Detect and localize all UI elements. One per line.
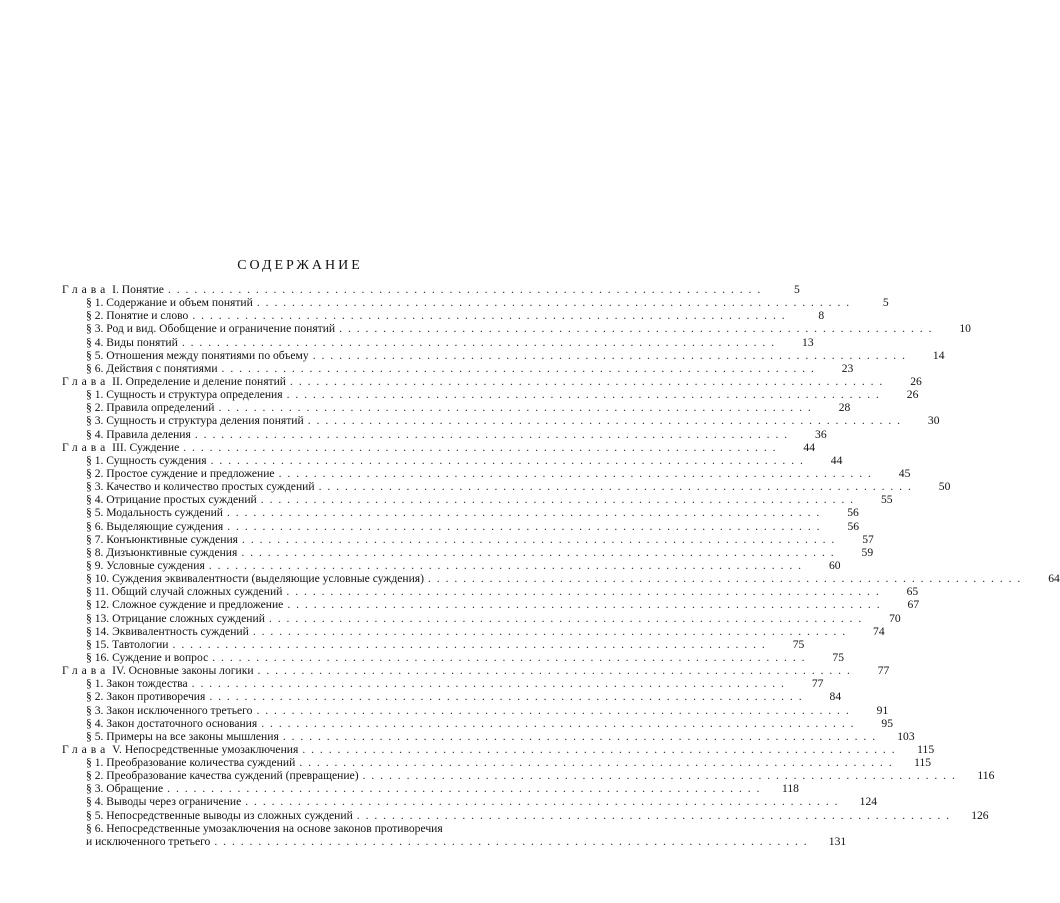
toc-section-row — [62, 782, 799, 796]
page-number: 75 — [832, 650, 845, 664]
page-number: 26 — [906, 388, 919, 402]
toc-section-row — [62, 716, 894, 730]
section-label: § 3. Род и вид. Обобщение и ограничение понятий — [86, 322, 336, 336]
toc-section-row — [62, 348, 945, 362]
leader-dots — [269, 612, 863, 625]
leader-dots — [219, 401, 813, 414]
leader-dots — [242, 533, 836, 546]
section-label: § 6. Выделяющие суждения — [86, 519, 224, 533]
leader-dots — [209, 559, 803, 572]
page-number: 23 — [841, 361, 854, 375]
page-number: 44 — [830, 453, 843, 467]
leader-dots — [168, 283, 762, 296]
chapter-title: II. Определение и деление понятий — [112, 374, 287, 388]
toc-section-row — [62, 677, 824, 691]
page-number: 84 — [829, 690, 842, 704]
page-number: 5 — [793, 283, 800, 296]
page-number: 77 — [877, 664, 890, 678]
toc-section-row-line1: § 6. Непосредственные умозаключения на основе законов противоречия — [86, 821, 443, 835]
toc-section-row — [62, 453, 843, 467]
leader-dots — [256, 704, 850, 717]
page-number: 50 — [938, 480, 951, 494]
section-label: § 5. Модальность суждений — [86, 506, 223, 520]
leader-dots — [257, 296, 851, 309]
page-number: 14 — [932, 348, 945, 362]
section-label: § 2. Правила определений — [86, 401, 215, 415]
leader-dots — [319, 480, 913, 493]
leader-dots — [290, 375, 884, 388]
toc-section-row — [62, 650, 845, 664]
leader-dots — [167, 782, 761, 795]
leader-dots — [261, 493, 855, 506]
toc-section-row — [62, 611, 901, 625]
leader-dots — [286, 585, 880, 598]
page-number: 131 — [828, 834, 847, 848]
toc-chapter-row — [62, 283, 800, 296]
toc-section-row — [62, 690, 842, 704]
toc-section-row — [62, 572, 1060, 586]
section-label: § 4. Выводы через ограничение — [86, 795, 242, 809]
toc-section-row — [62, 506, 859, 520]
section-label: § 8. Дизъюнктивные суждения — [86, 545, 238, 559]
page-number: 56 — [847, 506, 859, 520]
page-number: 115 — [914, 756, 932, 770]
leader-dots — [261, 717, 855, 730]
page-number: 28 — [838, 401, 851, 415]
toc-section-row — [62, 532, 874, 546]
toc-section-row — [62, 335, 814, 349]
toc-section-row — [62, 545, 874, 559]
toc-section-row — [62, 388, 919, 402]
leader-dots — [339, 322, 933, 335]
toc-section-row — [62, 756, 932, 770]
section-label: § 4. Виды понятий — [86, 335, 178, 349]
leader-dots — [258, 664, 852, 677]
page-number: 70 — [889, 611, 901, 625]
page-number: 116 — [977, 769, 995, 783]
toc-section-row — [62, 401, 851, 415]
page-number: 67 — [907, 598, 920, 612]
toc-chapter-row — [62, 374, 922, 388]
leader-dots — [283, 730, 877, 743]
section-label: § 4. Закон достаточного основания — [86, 716, 258, 730]
page-number: 57 — [862, 532, 874, 546]
toc-section-row — [62, 558, 841, 572]
leader-dots — [227, 520, 821, 533]
leader-dots — [214, 835, 808, 848]
section-label: и исключенного третьего — [86, 834, 211, 848]
chapter-word: Глава — [62, 664, 110, 678]
page-number: 10 — [959, 322, 971, 336]
toc-section-row — [62, 519, 860, 533]
section-label: § 1. Закон тождества — [86, 677, 188, 691]
page-number: 8 — [818, 309, 825, 323]
chapter-label — [62, 441, 179, 454]
leader-dots — [287, 388, 881, 401]
section-label: § 3. Обращение — [86, 782, 164, 796]
section-label: § 13. Отрицание сложных суждений — [86, 611, 265, 625]
page-number: 45 — [898, 466, 911, 480]
leader-dots — [192, 677, 786, 690]
leader-dots — [253, 625, 847, 638]
section-label: § 2. Простое суждение и предложение — [86, 466, 275, 480]
page-number: 13 — [802, 335, 814, 349]
leader-dots — [195, 428, 789, 441]
toc-chapter-row — [62, 742, 935, 756]
section-label: § 6. Действия с понятиями — [86, 361, 218, 375]
section-label: § 2. Закон противоречия — [86, 690, 206, 704]
section-label: § 9. Условные суждения — [86, 558, 205, 572]
chapter-word: Глава — [62, 440, 110, 454]
toc-section-row — [62, 480, 951, 494]
toc-section-row — [62, 493, 893, 507]
page-title: СОДЕРЖАНИЕ — [237, 258, 363, 273]
page-number: 44 — [803, 440, 816, 454]
section-label: § 2. Преобразование качества суждений (превращение) — [86, 769, 359, 783]
toc-section-row — [62, 703, 889, 717]
toc-section-row — [62, 624, 885, 638]
page-number: 55 — [880, 493, 893, 507]
page-number: 118 — [781, 782, 799, 796]
page-number: 103 — [897, 729, 915, 743]
page-number: 64 — [1048, 572, 1060, 586]
leader-dots — [279, 467, 873, 480]
toc-section-row — [62, 585, 919, 599]
chapter-label — [62, 664, 254, 677]
section-label: § 3. Сущность и структура деления понятий — [86, 414, 304, 428]
section-label: § 15. Тавтологии — [86, 637, 169, 651]
leader-dots — [357, 809, 951, 822]
toc-section-row — [62, 637, 805, 651]
chapter-word: Глава — [62, 374, 110, 388]
page-number: 5 — [882, 296, 889, 310]
toc-section-row — [62, 309, 825, 323]
section-label: § 2. Понятие и слово — [86, 309, 189, 323]
toc-section-row — [62, 361, 854, 375]
section-label: § 4. Правила деления — [86, 427, 191, 441]
leader-dots — [241, 546, 835, 559]
toc-section-row — [62, 808, 989, 822]
leader-dots — [299, 756, 893, 769]
section-label: § 4. Отрицание простых суждений — [86, 493, 257, 507]
leader-dots — [227, 506, 821, 519]
page-number: 65 — [906, 585, 919, 599]
leader-dots — [302, 743, 896, 756]
section-label: § 16. Суждение и вопрос — [86, 650, 209, 664]
toc-section-row — [62, 414, 940, 428]
page-number: 124 — [859, 795, 878, 809]
page-number: 91 — [876, 703, 889, 717]
leader-dots — [212, 651, 806, 664]
toc-section-row — [62, 466, 911, 480]
table-of-contents — [62, 283, 1060, 848]
chapter-word: Глава — [62, 742, 110, 756]
leader-dots — [308, 414, 902, 427]
page-number: 60 — [828, 558, 841, 572]
page-number: 77 — [811, 677, 824, 691]
section-label: § 12. Сложное суждение и предложение — [86, 598, 284, 612]
toc-section-row — [62, 769, 995, 783]
leader-dots — [183, 441, 777, 454]
toc-section-row — [62, 322, 971, 336]
chapter-word: Глава — [62, 283, 110, 296]
page-number: 36 — [815, 427, 827, 441]
page-number: 59 — [861, 545, 874, 559]
toc-section-row — [62, 427, 827, 441]
page-number: 56 — [847, 519, 860, 533]
section-label: § 5. Отношения между понятиями по объему — [86, 348, 309, 362]
toc-chapter-row — [62, 440, 816, 454]
page-number: 74 — [873, 624, 885, 638]
chapter-title: III. Суждение — [112, 440, 180, 454]
section-label: § 1. Преобразование количества суждений — [86, 756, 296, 770]
page-number: 126 — [971, 808, 989, 822]
section-label: § 5. Примеры на все законы мышления — [86, 729, 279, 743]
section-label: § 1. Сущность и структура определения — [86, 388, 283, 402]
section-label: § 7. Конъюнктивные суждения — [86, 532, 239, 546]
toc-section-row — [62, 598, 920, 612]
leader-dots — [173, 638, 767, 651]
leader-dots — [363, 769, 957, 782]
toc-chapter-row — [62, 664, 890, 678]
leader-dots — [209, 690, 803, 703]
toc-section-row — [62, 795, 878, 809]
leader-dots — [428, 572, 1022, 585]
section-label: § 3. Качество и количество простых суждений — [86, 480, 315, 494]
section-label: § 1. Сущность суждения — [86, 453, 207, 467]
section-label: § 14. Эквивалентность суждений — [86, 624, 249, 638]
section-label: § 3. Закон исключенного третьего — [86, 703, 253, 717]
toc-section-row — [62, 296, 889, 310]
leader-dots — [211, 454, 805, 467]
toc-section-row — [62, 729, 915, 743]
leader-dots — [182, 336, 776, 349]
toc-section-row-line2 — [62, 834, 847, 848]
leader-dots — [192, 309, 786, 322]
leader-dots — [313, 349, 907, 362]
leader-dots — [245, 795, 839, 808]
page-number: 30 — [927, 414, 940, 428]
chapter-label — [62, 283, 164, 296]
section-label: § 10. Суждения эквивалентности (выделяющие условные суждения) — [86, 572, 424, 586]
page-number: 26 — [910, 374, 922, 388]
chapter-label — [62, 743, 298, 756]
page-number: 115 — [917, 742, 935, 756]
page-number: 75 — [792, 637, 805, 651]
chapter-title: V. Непосредственные умозаключения — [112, 742, 299, 756]
section-label: § 5. Непосредственные выводы из сложных суждений — [86, 808, 353, 822]
page-number: 95 — [881, 716, 894, 730]
section-label: § 1. Содержание и объем понятий — [86, 296, 253, 310]
leader-dots — [222, 362, 816, 375]
chapter-title: IV. Основные законы логики — [112, 664, 254, 678]
leader-dots — [287, 598, 881, 611]
chapter-title: I. Понятие — [112, 283, 164, 296]
chapter-label — [62, 375, 286, 388]
section-label: § 11. Общий случай сложных суждений — [86, 585, 283, 599]
